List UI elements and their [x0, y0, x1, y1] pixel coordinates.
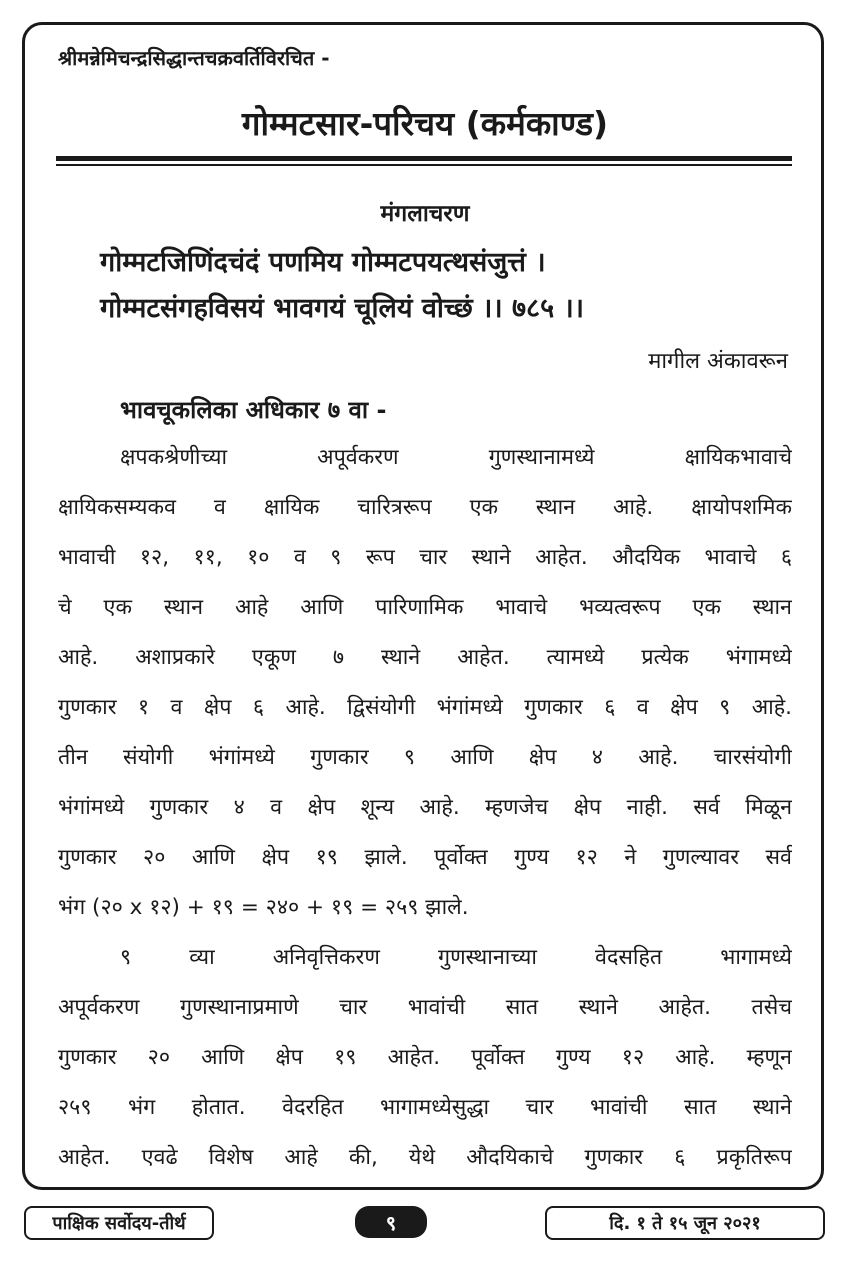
body-line: चे एक स्थान आहे आणि पारिणामिक भावाचे भव्यत्वरूप एक स्थान — [58, 595, 792, 620]
body-line: ९ व्या अनिवृत्तिकरण गुणस्थानाच्या वेदसहित भागामध्ये — [120, 945, 792, 970]
body-line: गुणकार १ व क्षेप ६ आहे. द्विसंयोगी भंगांमध्ये गुणकार ६ व क्षेप ९ आहे. — [58, 695, 792, 720]
body-line: २५९ भंग होतात. वेदरहित भागामध्येसुद्धा चार भावांची सात स्थाने — [58, 1095, 792, 1120]
issue-date-box: दि. १ ते १५ जून २०२१ — [545, 1206, 825, 1240]
title-divider-thin — [56, 164, 792, 166]
body-line: भावाची १२, ११, १० व ९ रूप चार स्थाने आहेत. औदयिक भावाचे ६ — [58, 545, 792, 570]
body-line: क्षपकश्रेणीच्या अपूर्वकरण गुणस्थानामध्ये क्षायिकभावाचे — [120, 445, 792, 470]
verse-line-1: गोम्मटजिणिंदचंदं पणमिय गोम्मटपयत्थसंजुत्तं । — [100, 247, 546, 278]
page-number-badge: ९ — [355, 1206, 427, 1238]
body-line: आहे. अशाप्रकारे एकूण ७ स्थाने आहेत. त्यामध्ये प्रत्येक भंगामध्ये — [58, 645, 792, 670]
body-line: गुणकार २० आणि क्षेप १९ झाले. पूर्वोक्त गुण्य १२ ने गुणल्यावर सर्व — [58, 845, 792, 870]
body-line: गुणकार २० आणि क्षेप १९ आहेत. पूर्वोक्त गुण्य १२ आहे. म्हणून — [58, 1045, 792, 1070]
body-line: भंग (२० x १२) + १९ = २४० + १९ = २५९ झाले. — [58, 895, 469, 920]
verse-line-2: गोम्मटसंगहविसयं भावगयं चूलियं वोच्छं ।। ७८५ ।। — [100, 293, 584, 324]
page-title: गोम्मटसार-परिचय (कर्मकाण्ड) — [241, 104, 609, 143]
chapter-subheading: भावचूकलिका अधिकार ७ वा - — [120, 396, 387, 424]
title-divider-thick — [56, 156, 792, 161]
body-line: तीन संयोगी भंगांमध्ये गुणकार ९ आणि क्षेप ४ आहे. चारसंयोगी — [58, 745, 792, 770]
magazine-name-box: पाक्षिक सर्वोदय-तीर्थ — [24, 1206, 214, 1240]
body-line: भंगांमध्ये गुणकार ४ व क्षेप शून्य आहे. म्हणजेच क्षेप नाही. सर्व मिळून — [58, 795, 792, 820]
body-line: अपूर्वकरण गुणस्थानाप्रमाणे चार भावांची सात स्थाने आहेत. तसेच — [58, 995, 792, 1020]
body-line: क्षायिकसम्यकव व क्षायिक चारित्ररूप एक स्थान आहे. क्षायोपशमिक — [58, 495, 792, 520]
body-line: आहेत. एवढे विशेष आहे की, येथे औदयिकाचे गुणकार ६ प्रकृतिरूप — [58, 1145, 792, 1170]
author-supertitle: श्रीमन्नेमिचन्द्रसिद्धान्तचक्रवर्तिविरचित - — [58, 46, 330, 70]
mangalacharan-heading: मंगलाचरण — [380, 201, 470, 227]
continued-note: मागील अंकावरून — [648, 349, 788, 374]
